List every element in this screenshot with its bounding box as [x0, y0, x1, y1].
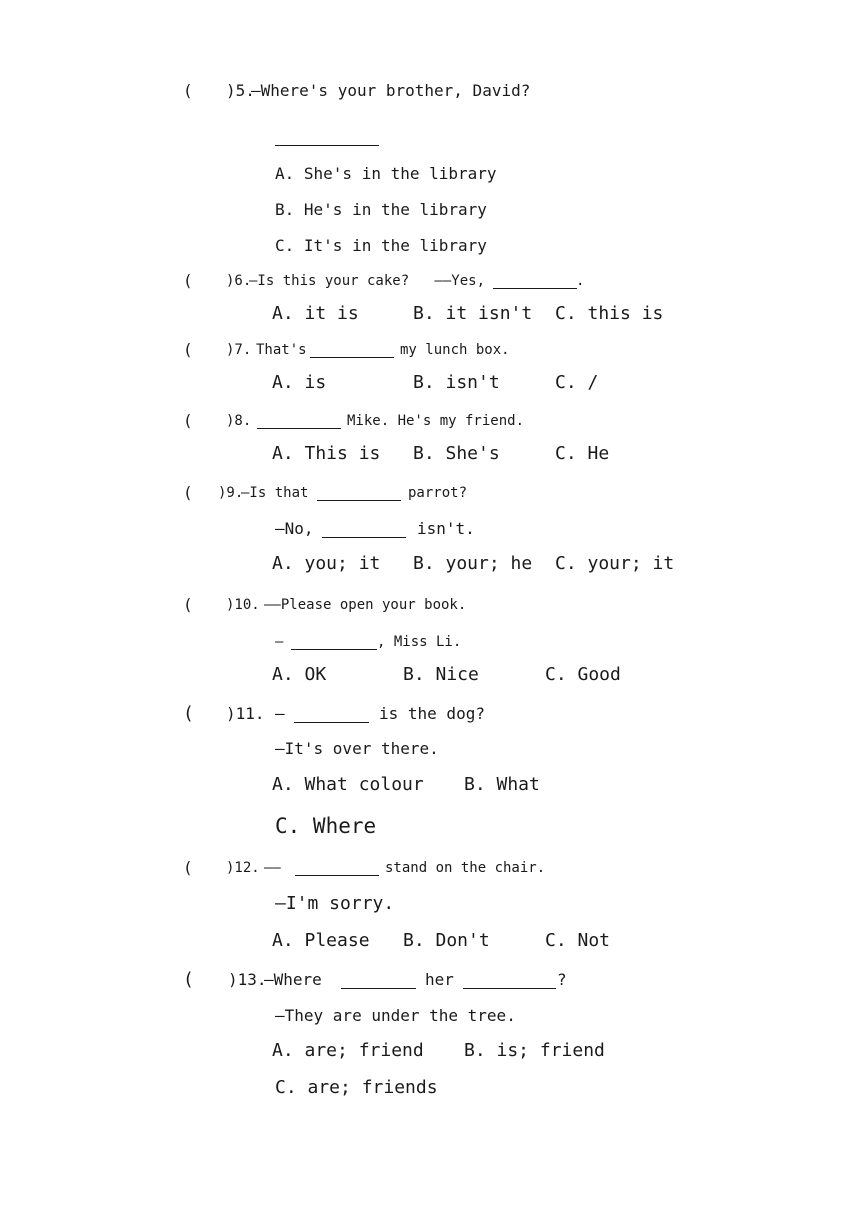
option-c: C. Good — [545, 664, 621, 685]
option-b: B. He's in the library — [275, 200, 487, 219]
answer-blank[interactable] — [294, 722, 369, 723]
question-number: )8. — [226, 413, 252, 429]
answer-blank-2[interactable] — [322, 537, 406, 538]
question-line-2: —No, — [275, 519, 314, 538]
option-a: A. are; friend — [272, 1040, 424, 1061]
question-line-2: —I'm sorry. — [275, 893, 395, 914]
question-text-end: my lunch box. — [400, 342, 510, 358]
question-number: )5. — [226, 81, 255, 100]
option-b: B. is; friend — [464, 1040, 605, 1061]
question-line-2-end: , Miss Li. — [377, 634, 462, 650]
question-text: ——Please open your book. — [264, 597, 467, 613]
question-text-end: ? — [557, 970, 567, 989]
option-a: A. OK — [272, 664, 327, 685]
option-b: B. She's — [413, 443, 500, 464]
option-c: C. are; friends — [275, 1077, 438, 1098]
answer-paren-open: ( — [183, 858, 193, 877]
option-a: A. What colour — [272, 774, 424, 795]
answer-paren-open: ( — [183, 271, 193, 290]
answer-blank-2[interactable] — [463, 988, 556, 989]
option-a: A. This is — [272, 443, 381, 464]
question-number: )10. — [226, 597, 260, 613]
question-line-2: —It's over there. — [275, 739, 439, 758]
question-text-end: . — [576, 273, 585, 289]
answer-paren-open: ( — [183, 703, 194, 724]
option-a: A. you; it — [272, 553, 381, 574]
option-b: B. Don't — [403, 930, 490, 951]
question-line-2: —They are under the tree. — [275, 1006, 516, 1025]
option-a: A. Please — [272, 930, 370, 951]
option-b: B. What — [464, 774, 540, 795]
option-a: A. She's in the library — [275, 164, 497, 183]
question-text-mid: her — [425, 970, 454, 989]
option-c: C. your; it — [555, 553, 675, 574]
question-line-2: — — [275, 634, 284, 650]
answer-blank[interactable] — [257, 428, 341, 429]
answer-paren-open: ( — [183, 969, 194, 990]
question-text: —Where — [264, 970, 322, 989]
question-number: )9. — [218, 485, 244, 501]
option-b: B. your; he — [413, 553, 533, 574]
answer-blank[interactable] — [317, 500, 401, 501]
answer-blank[interactable] — [295, 875, 379, 876]
answer-blank[interactable] — [291, 649, 377, 650]
option-c: C. He — [555, 443, 610, 464]
answer-paren-open: ( — [183, 340, 193, 359]
question-text-end: is the dog? — [379, 704, 485, 723]
option-b: B. Nice — [403, 664, 479, 685]
answer-paren-open: ( — [183, 81, 193, 100]
question-text: That's — [256, 342, 307, 358]
option-a: A. is — [272, 372, 327, 393]
option-c: C. It's in the library — [275, 236, 487, 255]
question-line-2-end: isn't. — [417, 519, 475, 538]
question-text: —Is this your cake? ——Yes, — [249, 273, 486, 289]
question-number: )6. — [226, 273, 252, 289]
question-text-end: stand on the chair. — [385, 860, 546, 876]
answer-paren-open: ( — [183, 595, 193, 614]
question-text-end: parrot? — [408, 485, 468, 501]
option-c: C. Where — [275, 814, 377, 838]
answer-blank[interactable] — [310, 357, 394, 358]
option-c: C. Not — [545, 930, 611, 951]
option-b: B. it isn't — [413, 303, 533, 324]
question-text: Mike. He's my friend. — [347, 413, 525, 429]
question-number: )12. — [226, 860, 260, 876]
question-text: —Where's your brother, David? — [251, 81, 531, 100]
answer-paren-open: ( — [183, 483, 193, 502]
option-c: C. / — [555, 372, 599, 393]
answer-paren-open: ( — [183, 411, 193, 430]
answer-blank[interactable] — [341, 988, 416, 989]
answer-blank[interactable] — [275, 145, 379, 146]
answer-blank[interactable] — [493, 288, 577, 289]
option-b: B. isn't — [413, 372, 500, 393]
option-c: C. this is — [555, 303, 664, 324]
question-text: — — [275, 704, 285, 723]
option-a: A. it is — [272, 303, 359, 324]
question-number: )13. — [228, 970, 267, 989]
question-number: )7. — [226, 342, 252, 358]
question-text: —Is that — [241, 485, 309, 501]
question-number: )11. — [226, 704, 265, 723]
question-text: —— — [264, 860, 281, 876]
